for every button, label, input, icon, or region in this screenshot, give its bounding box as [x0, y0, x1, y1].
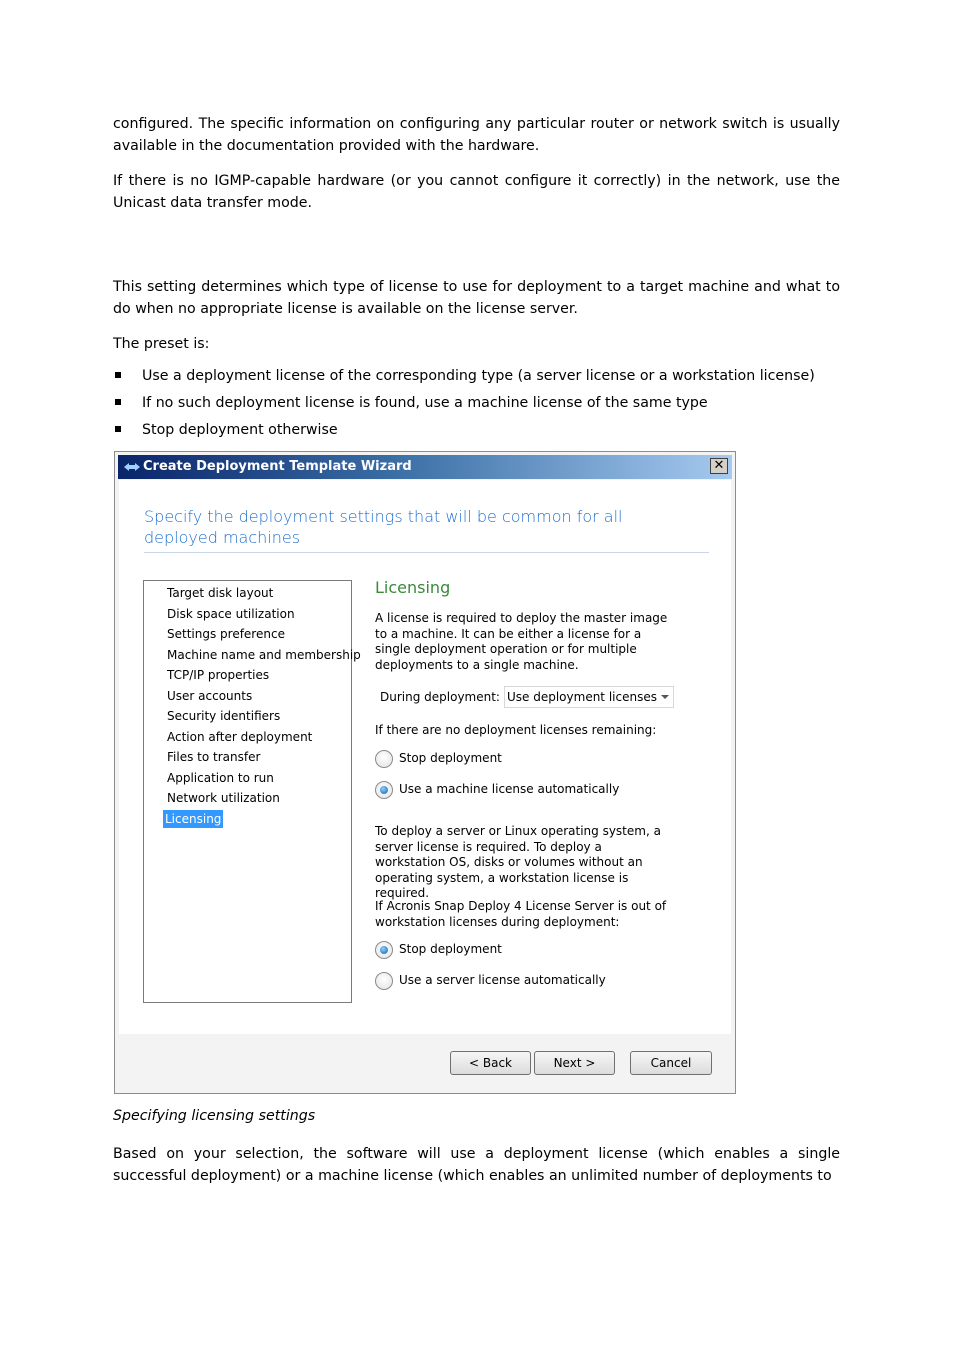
chevron-down-icon — [661, 695, 669, 699]
nav-item-tcpip[interactable]: TCP/IP properties — [167, 668, 270, 682]
next-button[interactable]: Next > — [534, 1051, 615, 1075]
radio-label: Stop deployment — [399, 942, 502, 956]
bullet-square-icon — [115, 399, 121, 405]
license-type-value: Use deployment licenses — [507, 690, 657, 704]
wizard-dialog — [114, 451, 736, 1094]
radio-unchecked-icon[interactable] — [375, 972, 393, 990]
list-item: If no such deployment license is found, use a machine license of the same type — [113, 393, 853, 420]
no-licenses-label: If there are no deployment licenses remaining: — [375, 723, 657, 737]
app-icon — [123, 461, 141, 473]
license-type-dropdown[interactable] — [504, 686, 674, 708]
list-item: Stop deployment otherwise — [113, 420, 853, 447]
bullet-square-icon — [115, 372, 121, 378]
nav-item-licensing[interactable]: Licensing — [165, 811, 222, 826]
license-server-description: If Acronis Snap Deploy 4 License Server is out of workstation licenses during deployment: — [375, 899, 667, 929]
close-button[interactable] — [710, 458, 728, 474]
nav-item-settings-preference[interactable]: Settings preference — [167, 627, 285, 641]
nav-item-user-accounts[interactable]: User accounts — [167, 688, 253, 703]
header-divider — [144, 552, 709, 553]
license-description: A license is required to deploy the master image to a machine. It can be either a license for a single deployment operation or for multiple deployments to a single machine. — [375, 611, 668, 672]
wizard-header: Specify the deployment settings that will be common for all deployed machines — [144, 507, 623, 547]
panel-title: Licensing — [375, 578, 451, 597]
radio-checked-icon[interactable] — [375, 941, 393, 959]
nav-item-files-to-transfer[interactable]: Files to transfer — [167, 750, 261, 764]
nav-item-action-after-deployment[interactable]: Action after deployment — [167, 729, 313, 744]
radio-dot-icon — [380, 786, 388, 794]
nav-item-machine-name[interactable]: Machine name and membership — [167, 647, 361, 662]
paragraph-preset: The preset is: — [113, 336, 210, 352]
title-bar[interactable] — [118, 455, 732, 479]
list-item: Use a deployment license of the corresponding type (a server license or a workstation license) — [113, 366, 853, 393]
paragraph-configured: configured. The specific information on configuring any particular router or network switch is usually available in the documentation provided with the hardware. — [113, 116, 840, 154]
back-button[interactable]: < Back — [450, 1051, 531, 1075]
radio-dot-icon — [380, 946, 388, 954]
nav-item-application-to-run[interactable]: Application to run — [167, 770, 274, 785]
wizard-content — [119, 480, 731, 1034]
nav-item-disk-space-utilization[interactable]: Disk space utilization — [167, 606, 295, 621]
bullet-square-icon — [115, 426, 121, 432]
radio-checked-icon[interactable] — [375, 781, 393, 799]
close-icon: ✕ — [713, 458, 725, 473]
paragraph-based-on-selection: Based on your selection, the software will use a deployment license (which enables a single successful deployment) or a machine license (which enables an unlimited number of deployments to — [113, 1146, 840, 1184]
wizard-steps-list — [143, 580, 361, 1003]
radio-label: Use a server license automatically — [399, 973, 606, 987]
cancel-button[interactable]: Cancel — [630, 1051, 712, 1075]
nav-item-network-utilization[interactable]: Network utilization — [167, 791, 280, 805]
paragraph-igmp: If there is no IGMP-capable hardware (or you cannot configure it correctly) in the network, use the Unicast data transfer mode. — [113, 173, 840, 211]
radio-label: Use a machine license automatically — [399, 782, 620, 796]
radio-label: Stop deployment — [399, 751, 502, 765]
preset-list — [113, 366, 853, 447]
nav-item-target-disk-layout[interactable]: Target disk layout — [167, 586, 274, 600]
nav-item-security-identifiers[interactable]: Security identifiers — [167, 709, 281, 723]
figure-caption: Specifying licensing settings — [113, 1108, 316, 1124]
radio-unchecked-icon[interactable] — [375, 750, 393, 768]
dialog-title: Create Deployment Template Wizard — [143, 459, 412, 474]
paragraph-license-setting: This setting determines which type of license to use for deployment to a target machine and what to do when no appropriate license is available on the license server. — [113, 279, 840, 317]
during-deployment-label: During deployment: — [380, 690, 500, 704]
server-license-description: To deploy a server or Linux operating system, a server license is required. To deploy a workstation OS, disks or volumes without an operating system, a workstation license is required. — [375, 824, 661, 901]
